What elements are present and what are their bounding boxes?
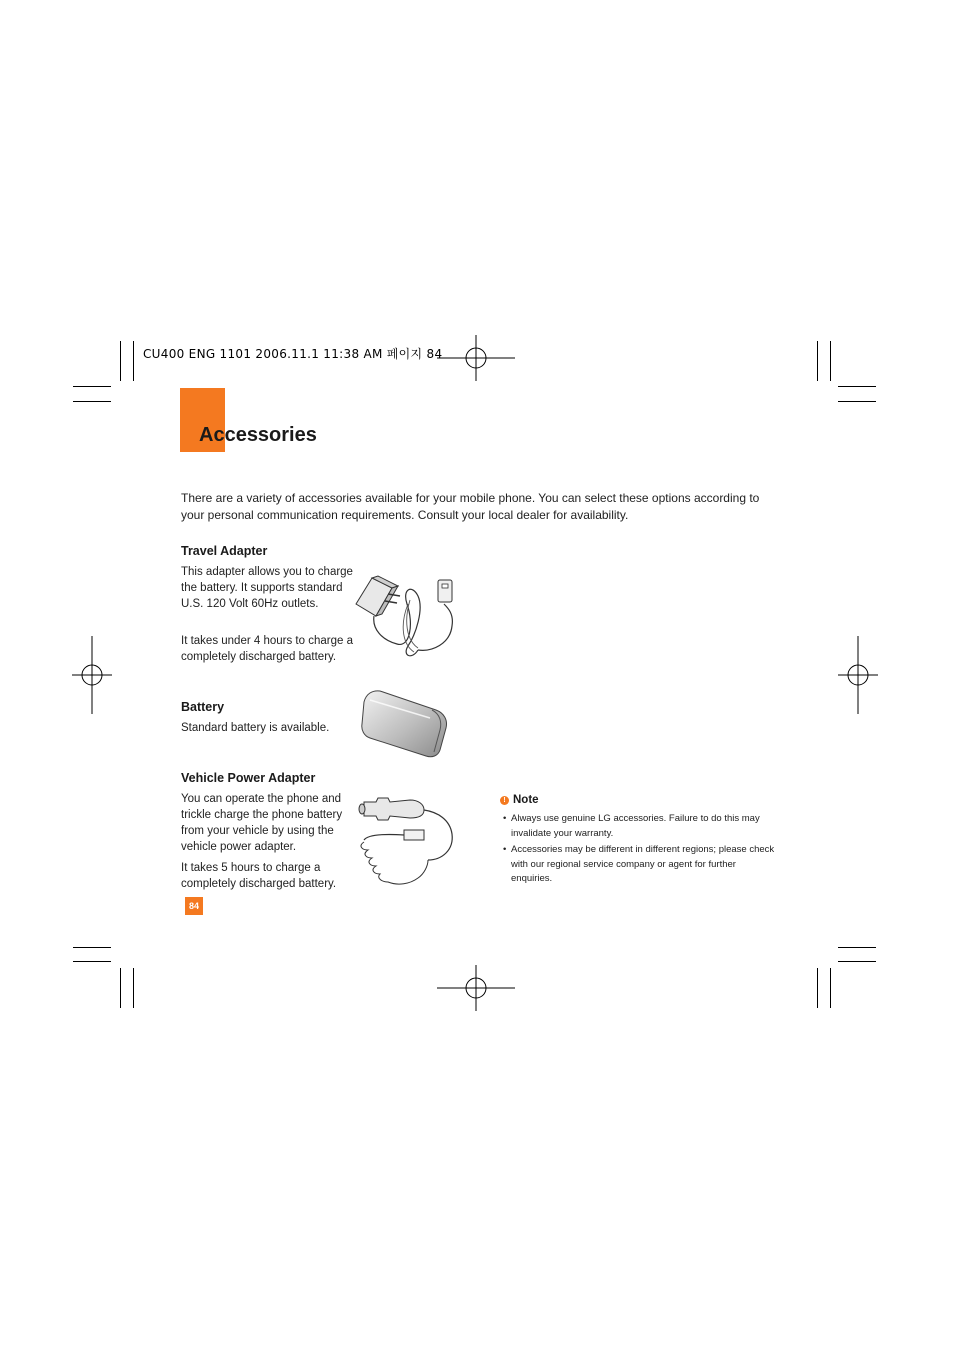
note-heading — [500, 794, 539, 806]
registration-mark-left — [72, 636, 112, 714]
section-heading-travel-adapter: Travel Adapter — [181, 544, 268, 558]
travel-adapter-paragraph-2: It takes under 4 hours to charge a completely discharged battery. — [181, 635, 353, 663]
registration-mark-right — [838, 636, 878, 714]
page-title: Accessories — [199, 424, 317, 446]
travel-adapter-paragraph-1: This adapter allows you to charge the battery. It supports standard U.S. 120 Volt 60Hz outlets. — [181, 566, 353, 610]
vehicle-adapter-paragraph-2: It takes 5 hours to charge a completely discharged battery. — [181, 862, 337, 890]
battery-icon — [360, 688, 450, 760]
battery-paragraph-1: Standard battery is available. — [181, 722, 330, 734]
registration-mark-top — [437, 335, 515, 381]
page-number-badge: 84 — [185, 897, 203, 915]
registration-mark-bottom — [437, 965, 515, 1011]
travel-adapter-icon — [352, 574, 462, 664]
exclamation-icon: ! — [500, 796, 509, 805]
note-item: • Accessories may be different in different regions; please check with our regional service company or agent for further enquiries. — [503, 843, 778, 887]
print-slug: CU400 ENG 1101 2006.11.1 11:38 AM 페이지 84 — [143, 347, 443, 361]
note-item: • Always use genuine LG accessories. Failure to do this may invalidate your warranty. — [503, 812, 778, 841]
vehicle-adapter-paragraph-1: You can operate the phone and trickle charge the phone battery from your vehicle by using the vehicle power adapter. — [181, 793, 343, 853]
intro-paragraph: There are a variety of accessories available for your mobile phone. You can select these options according to your personal communication requirements. Consult your local dealer for availability. — [181, 491, 760, 522]
vehicle-power-adapter-icon — [358, 794, 458, 890]
note-list — [503, 812, 778, 889]
section-heading-battery: Battery — [181, 700, 225, 714]
note-title: Note — [513, 794, 539, 806]
section-heading-vehicle-power-adapter: Vehicle Power Adapter — [181, 771, 316, 785]
